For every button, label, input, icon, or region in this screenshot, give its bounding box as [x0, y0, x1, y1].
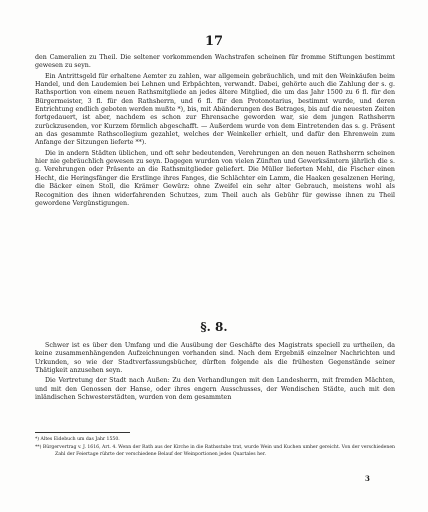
page-number: 17 [204, 34, 224, 49]
section-heading: §. 8. [200, 320, 228, 334]
footnote: **) Bürgervertrag v. J. 1616, Art. 4. Wenn der Rath aus der Kirche in die Rathsstube trat, wurde Wein und Kuchen umher gereicht. Von der verschiedenen Zahl der Feiertage rührte der verschiedene Belauf der Weinportionen jedes Quartales her. [35, 445, 395, 457]
footnote-divider [35, 432, 130, 433]
paragraph: Schwer ist es über den Umfang und die Ausübung der Geschäfte des Magistrats speciell zu urtheilen, da keine zusammenhängenden Aufzeichnungen vorhanden sind. Nach dem Ergebniß einzelner Nachrichten und Urkunden, so wie der Stadtverfassungsbücher, dürften folgende als die frühesten Gegenstände seiner Thätigkeit anzusehen seyn. [35, 342, 395, 375]
footnote: *) Altes Eidebuch um das Jahr 1550. [35, 437, 120, 442]
signature-mark: 3 [365, 474, 370, 483]
body-text-top [35, 54, 395, 210]
paragraph: Die in andern Städten üblichen, und oft sehr bedeutenden, Verehrungen an den neuen Rathsherrn scheinen hier nie gebräuchlich gewesen zu seyn. Dagegen wurden von vielen Zünften und Gewerksämtern jährlich die s. g. Verehrungen oder Präsente an die Rathsmitglieder geliefert. Die Müller lieferten Mehl, die Fischer einen Hecht, die Heringsfänger die Erstlinge ihres Fanges, die Schlächter ein Lamm, die Haaken gesalzenen Hering, die Bäcker einen Stoll, die Krämer Gewürz: ohne Zweifel ein sehr alter Gebrauch, meistens wohl als Recognition des ihnen widerfahrenden Schutzes, zum Theil auch als Gebühr für gewisse ihnen zu Theil gewordene Vergünstigungen. [35, 149, 395, 207]
footnotes [35, 437, 395, 460]
body-text-bottom [35, 342, 395, 404]
paragraph: Die Vertretung der Stadt nach Außen: Zu den Verhandlungen mit den Landesherrn, mit fremden Mächten, und mit den Genossen der Hanse, oder ihres engern Ausschusses, der Wendischen Städte, auch mit den inländischen Schwesterstädten, wurden von dem gesammten [35, 377, 395, 402]
paragraph: den Cameralien zu Theil. Die seltener vorkommenden Wachstrafen scheinen für fromme Stiftungen bestimmt gewesen zu seyn. [35, 54, 395, 70]
paragraph: Ein Antrittsgeld für erhaltene Aemter zu zahlen, war allgemein gebräuchlich, und mit den Weinkäufen beim Handel, und den Laudemien bei Lehnen und Erbpächten, verwandt. Dabei, gehörte auch die Zahlung der s. g. Rathsportion von einem neuen Rathsmitgliede an jedes ältere Mitglied, die um das Jahr 1500 zu 6 fl. für den Bürgermeister, 3 fl. für den Rathsherrn, und 6 fl. für den Protonotarius, bestimmt wurde, und deren Entrichtung endlich geboten werden mußte *), bis, mit Abänderungen des Betrages, bis auf die neuesten Zeiten fortgedauert, ist aber, nachdem es schon zur Ehrensache geworden war, sie dem jungen Rathsherrn zurückzusenden, vor Kurzem förmlich abgeschafft. — Außerdem wurde von dem Eintretenden das s. g. Präsent an das gesammte Rathscollegium gezahlet, welches der Weinkeller erhielt, und dafür den Ehrenwein zum Anfange der Sitzungen lieferte **). [35, 72, 395, 147]
